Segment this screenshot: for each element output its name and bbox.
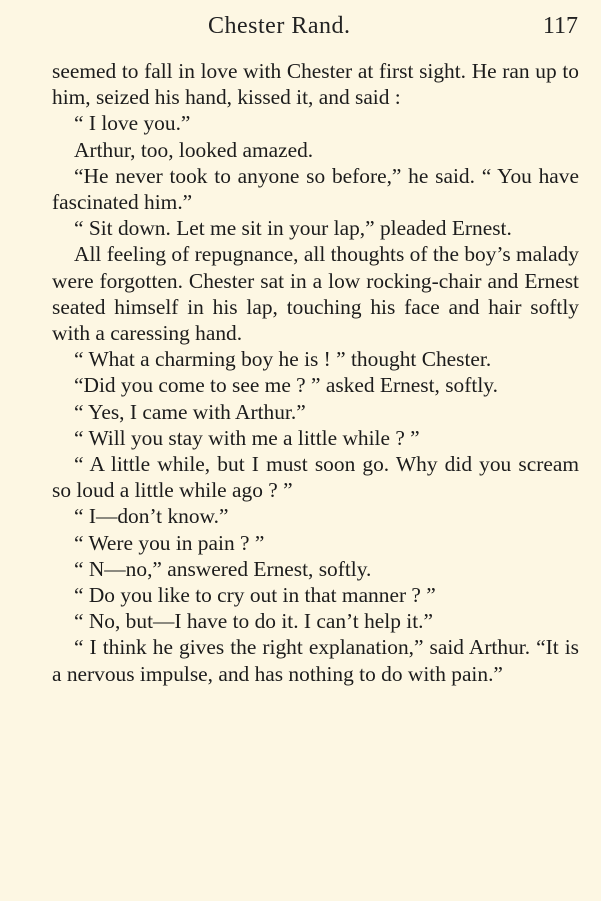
paragraph: “ Do you like to cry out in that manner ? ”	[74, 583, 436, 608]
paragraph: “ No, but—I have to do it. I can’t help it.”	[74, 609, 433, 634]
paragraph: “ Sit down. Let me sit in your lap,” pleaded Ernest.	[74, 216, 512, 241]
paragraph: “ I think he gives the right explanation,” said Arthur. “It is a nervous impulse, and has nothing to do with pain.”	[52, 635, 579, 686]
paragraph: “ Were you in pain ? ”	[74, 530, 265, 555]
paragraph: All feeling of repugnance, all thoughts of the boy’s malady were forgotten. Chester sat in a low rocking-chair and Ernest seated himself in his lap, touching his face and hair softly with a caressing hand.	[52, 242, 579, 346]
paragraph: “ N—no,” answered Ernest, softly.	[74, 556, 372, 581]
paragraph: “ What a charming boy he is ! ” thought Chester.	[74, 347, 492, 372]
paragraph: Arthur, too, looked amazed.	[74, 137, 314, 162]
page-number: 117	[542, 13, 578, 39]
running-title: Chester Rand.	[208, 13, 351, 39]
paragraph: seemed to fall in love with Chester at first sight. He ran up to him, seized his hand, kissed it, and said :	[52, 59, 579, 110]
paragraph: “ Yes, I came with Arthur.”	[74, 399, 306, 424]
paragraph: “ A little while, but I must soon go. Why did you scream so loud a little while ago ? ”	[52, 452, 579, 503]
paragraph: “He never took to anyone so before,” he said. “ You have fascinated him.”	[52, 163, 579, 215]
paragraph: “Did you come to see me ? ” asked Ernest, softly.	[74, 373, 498, 398]
body-text	[52, 58, 579, 687]
paragraph: “ I love you.”	[74, 111, 191, 136]
paragraph: “ I—don’t know.”	[74, 504, 229, 529]
page-header	[52, 13, 578, 47]
paragraph: “ Will you stay with me a little while ? ”	[74, 425, 420, 450]
